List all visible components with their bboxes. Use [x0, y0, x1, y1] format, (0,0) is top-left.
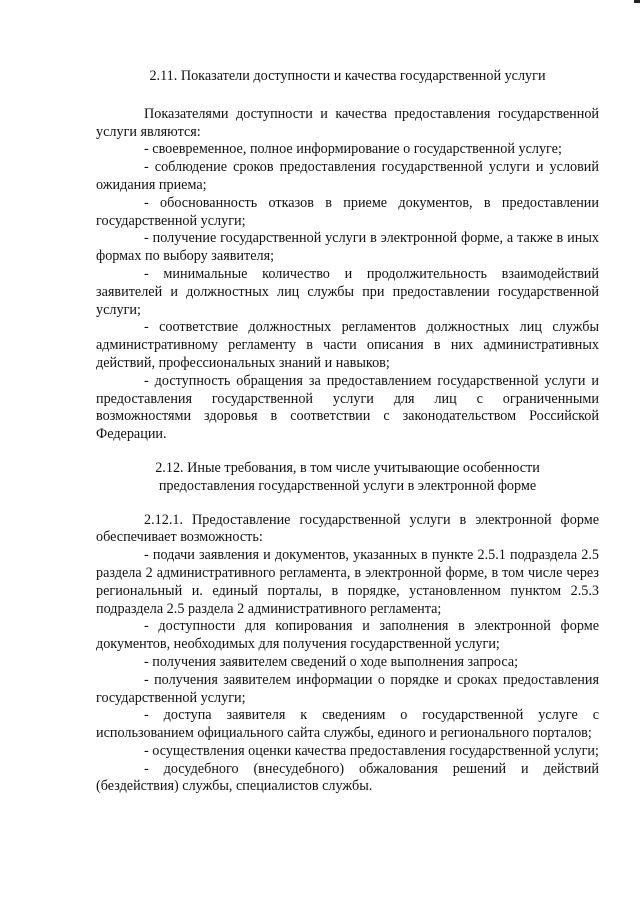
- heading-line: 2.12. Иные требования, в том числе учитывающие особенности: [155, 459, 540, 476]
- section-2-11-body: [96, 106, 599, 444]
- section-2-12-body: [96, 512, 599, 797]
- paragraph: - получение государственной услуги в электронной форме, а также в иных формах по выбору заявителя;: [96, 230, 599, 265]
- section-2-11-heading: 2.11. Показатели доступности и качества государственной услуги: [149, 68, 546, 84]
- section-2-12-heading: [96, 460, 599, 496]
- paragraph: - получения заявителем информации о порядке и сроках предоставления государственной услуги;: [96, 671, 599, 706]
- paragraph: - осуществления оценки качества предоставления государственной услуги;: [144, 742, 599, 759]
- document-body: [96, 68, 599, 796]
- paragraph: - обоснованность отказов в приеме документов, в предоставлении государственной услуги;: [96, 194, 599, 229]
- paragraph: - доступность обращения за предоставлением государственной услуги и предоставления государственной услуги для лиц с ограниченными возможностями здоровья в соответствии с законодательством Российской Федерации.: [96, 372, 599, 443]
- heading-line: предоставления государственной услуги в электронной форме: [158, 477, 537, 494]
- paragraph: - доступа заявителя к сведениям о государственной услуге с использованием официального сайта службы, единого и регионального порталов;: [96, 707, 599, 742]
- paragraph: - доступности для копирования и заполнения в электронной форме документов, необходимых для получения государственной услуги;: [96, 618, 599, 653]
- paragraph: - соответствие должностных регламентов должностных лиц службы административному регламенту в части описания в них административных действий, профессиональных знаний и навыков;: [96, 319, 599, 371]
- paragraph: - минимальные количество и продолжительность взаимодействий заявителей и должностных лиц службы при предоставлении государственной услуги;: [96, 265, 599, 318]
- paragraph: - соблюдение сроков предоставления государственной услуги и условий ожидания приема;: [96, 159, 599, 193]
- paragraph: Показателями доступности и качества предоставления государственной услуги являются:: [96, 105, 599, 140]
- paragraph: - досудебного (внесудебного) обжалования решений и действий (бездействия) службы, специалистов службы.: [96, 760, 599, 795]
- scan-mark: [634, 0, 640, 3]
- paragraph: 2.12.1. Предоставление государственной услуги в электронной форме обеспечивает возможность:: [96, 511, 599, 546]
- paragraph: - получения заявителем сведений о ходе выполнения запроса;: [144, 653, 519, 670]
- paragraph: - своевременное, полное информирование о государственной услуге;: [144, 141, 562, 158]
- paragraph: - подачи заявления и документов, указанных в пункте 2.5.1 подраздела 2.5 раздела 2 административного регламента, в электронной форме, в том числе через региональный и. единый порталы, в порядке, установленном пунктом 2.5.3 подраздела 2.5 раздела 2 административного регламента;: [96, 547, 599, 617]
